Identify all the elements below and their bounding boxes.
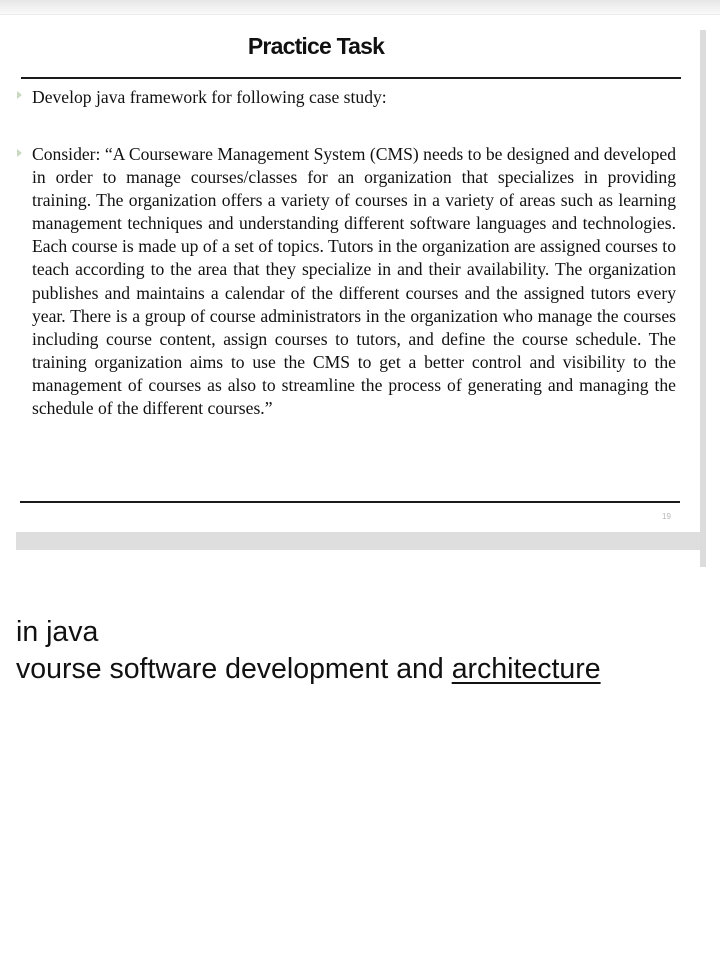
slide-frame-bottom: [16, 532, 700, 550]
question-line-2: [16, 651, 706, 688]
question-text: [16, 614, 706, 688]
top-shadow: [0, 0, 720, 15]
slide-page-number: 19: [662, 512, 671, 521]
slide-title: Practice Task: [247, 33, 385, 59]
slide-image: [16, 30, 700, 532]
title-divider: [21, 77, 681, 79]
footer-divider: [20, 501, 680, 503]
bullet-text-case-study: Consider: “A Courseware Management System (CMS) needs to be designed and developed in order to manage courses/classes for an organization that specializes in providing training. The organization offers a variety of courses in a variety of areas such as learning management techniques and understanding different software languages and technologies. Each course is made up of a set of topics. Tutors in the organization are assigned courses to teach according to the area that they specialize in and their availability. The organization publishes and maintains a calendar of the different courses and the assigned tutors every year. There is a group of course administrators in the organization who manage the courses including course content, assign courses to tutors, and define the course schedule. The training organization aims to use the CMS to get a better control and visibility to the management of courses as also to streamline the process of generating and managing the schedule of the different courses.”: [32, 144, 676, 419]
bullet-icon: [17, 91, 22, 99]
architecture-link[interactable]: architecture: [451, 653, 601, 685]
question-line-2-text: vourse software development and: [16, 653, 444, 685]
bullet-text-intro: Develop java framework for following case study:: [32, 87, 387, 107]
question-line-1: in java: [16, 616, 99, 648]
bullet-icon: [17, 149, 22, 157]
slide-frame-edge: [700, 30, 706, 567]
